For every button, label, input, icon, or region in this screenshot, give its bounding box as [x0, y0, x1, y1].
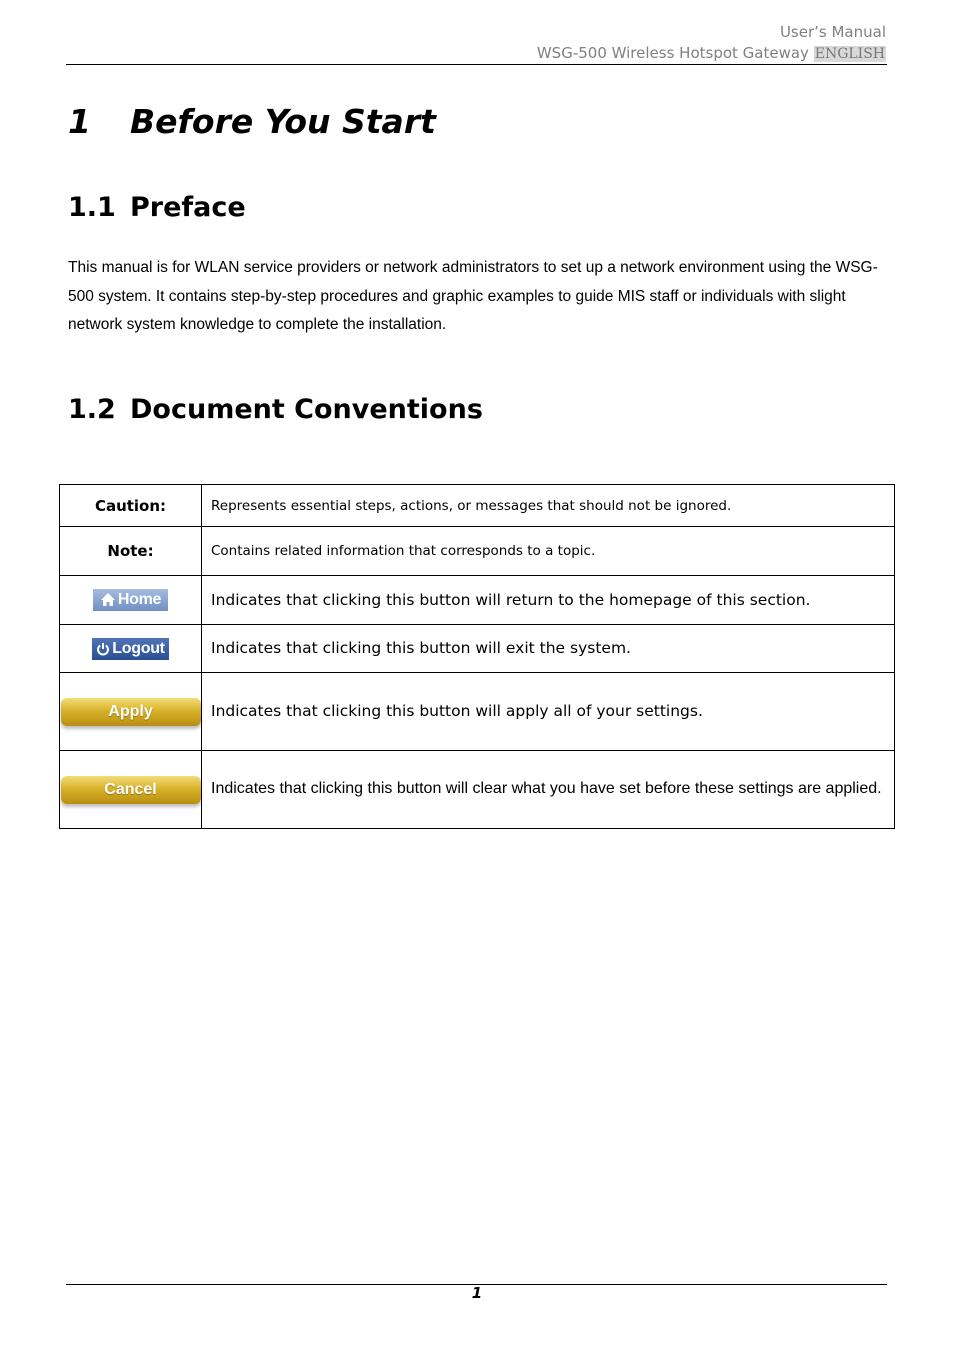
cancel-button-sample-cell — [60, 751, 202, 829]
home-button-label: Home — [117, 590, 162, 608]
table-row — [60, 673, 895, 751]
apply-description: Indicates that clicking this button will apply all of your settings. — [202, 673, 895, 751]
logout-button-sample-cell — [60, 625, 202, 673]
logout-description: Indicates that clicking this button will exit the system. — [202, 625, 895, 673]
home-button-sample-cell — [60, 576, 202, 625]
home-description: Indicates that clicking this button will return to the homepage of this section. — [202, 576, 895, 625]
cancel-description: Indicates that clicking this button will clear what you have set before these settings are applied. — [202, 751, 895, 829]
logout-icon — [96, 642, 110, 656]
conventions-number: 1.2 — [68, 394, 116, 425]
header-language: ENGLISH — [814, 46, 885, 62]
header-product-name: WSG-500 Wireless Hotspot Gateway — [536, 44, 809, 62]
table-row — [60, 527, 895, 576]
conventions-table — [59, 484, 895, 829]
header-product-line — [66, 43, 886, 65]
preface-heading — [68, 192, 246, 223]
conventions-heading — [68, 394, 483, 425]
preface-number: 1.1 — [68, 192, 116, 223]
table-row — [60, 576, 895, 625]
header-rule — [66, 64, 887, 65]
apply-button-sample: Apply — [61, 698, 201, 726]
caution-label: Caution: — [60, 485, 202, 527]
conventions-title: Document Conventions — [130, 394, 483, 425]
apply-button-sample-cell — [60, 673, 202, 751]
table-row — [60, 485, 895, 527]
page-number: 1 — [471, 1284, 483, 1302]
note-description: Contains related information that corresponds to a topic. — [202, 527, 895, 576]
logout-button-sample — [92, 638, 169, 660]
chapter-heading — [68, 102, 436, 141]
page-header — [66, 22, 886, 65]
chapter-number: 1 — [68, 102, 91, 141]
preface-paragraph: This manual is for WLAN service providers or network administrators to set up a network environment using the WSG-500 system. It contains step-by-step procedures and graphic examples to guide MIS staff or individuals with slight network system knowledge to complete the installation. — [68, 259, 878, 333]
home-icon — [100, 592, 116, 607]
chapter-title: Before You Start — [130, 102, 436, 141]
preface-title: Preface — [130, 192, 246, 223]
home-button-sample — [93, 589, 168, 611]
logout-button-label: Logout — [112, 639, 165, 657]
cancel-button-sample: Cancel — [61, 776, 201, 804]
table-row — [60, 751, 895, 829]
header-manual-title: User’s Manual — [779, 23, 886, 41]
note-label: Note: — [60, 527, 202, 576]
caution-description: Represents essential steps, actions, or messages that should not be ignored. — [202, 485, 895, 527]
table-row — [60, 625, 895, 673]
